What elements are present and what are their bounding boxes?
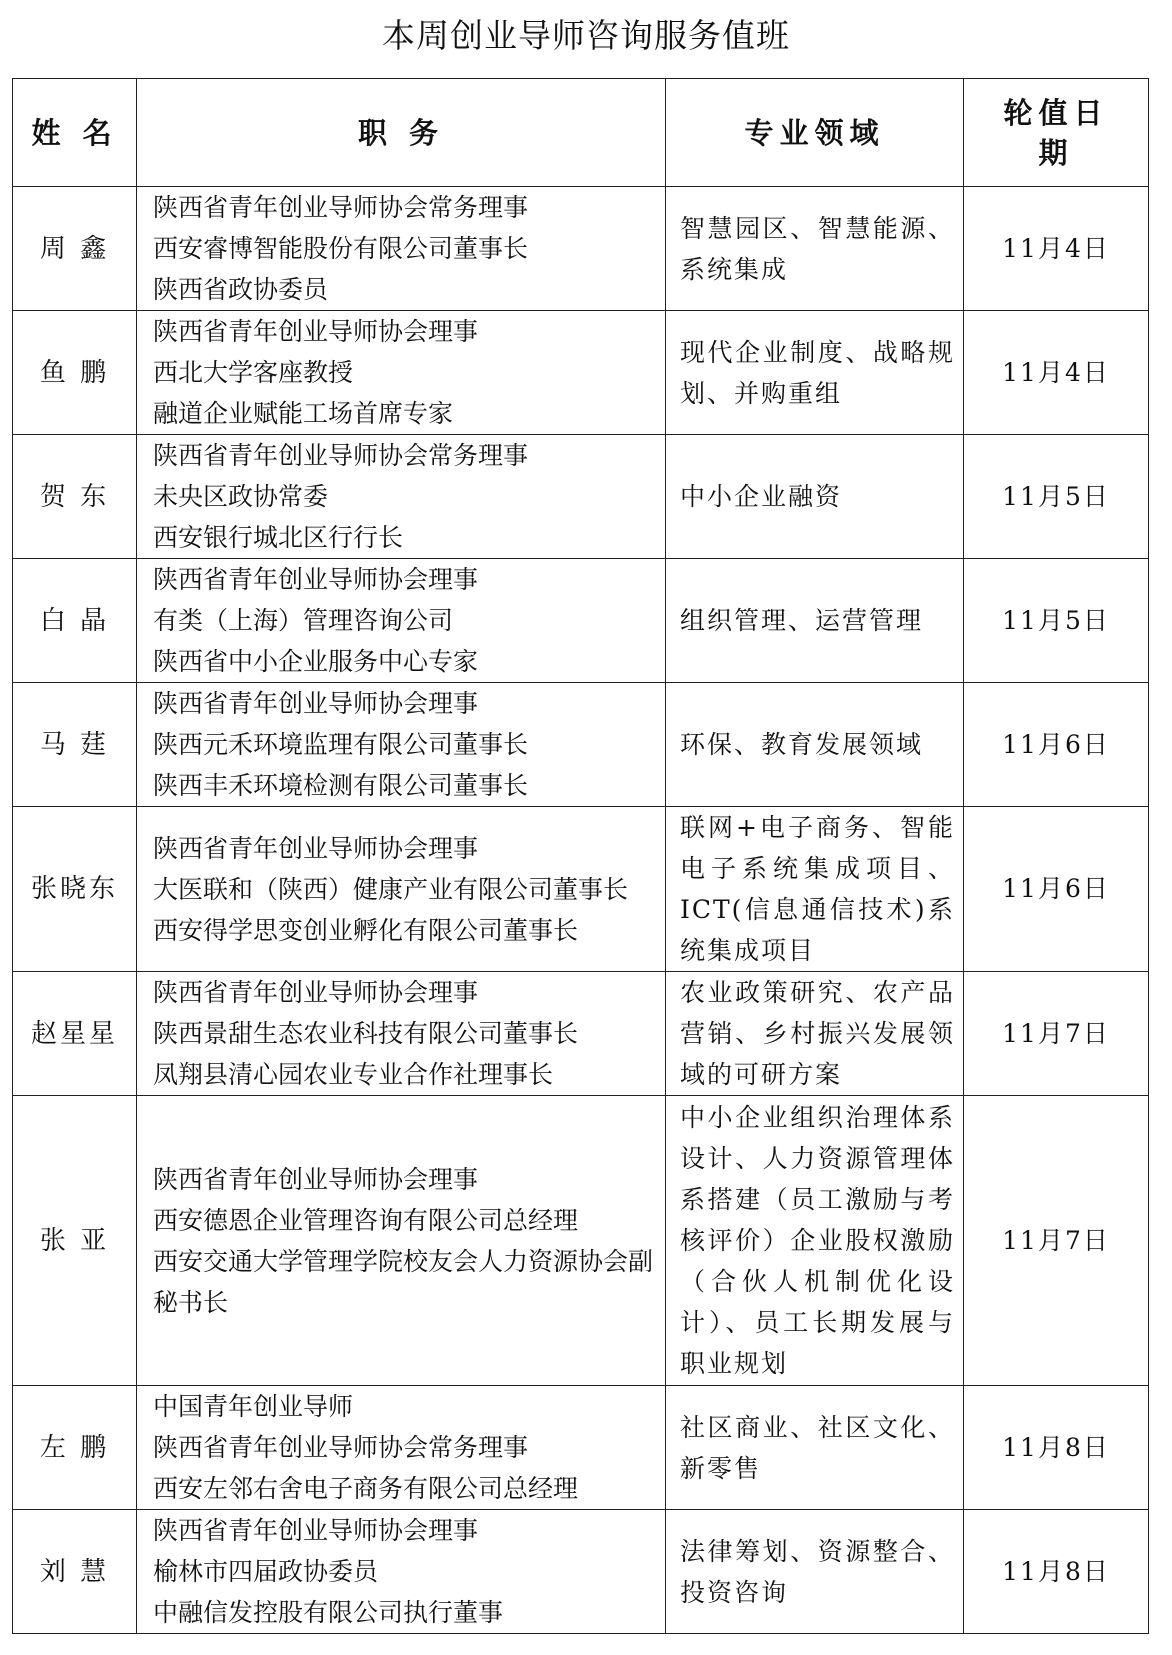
mentor-positions <box>137 972 666 1096</box>
duty-roster-table <box>12 78 1149 1634</box>
duty-date: 11月6日 <box>964 807 1149 972</box>
position-line: 西安得学思变创业孵化有限公司董事长 <box>153 915 579 945</box>
header-field: 专业领域 <box>666 79 964 187</box>
mentor-field: 智慧园区、智慧能源、系统集成 <box>666 187 964 311</box>
mentor-field: 农业政策研究、农产品营销、乡村振兴发展领域的可研方案 <box>666 972 964 1096</box>
position-line: 陕西省青年创业导师协会理事 <box>153 565 479 594</box>
mentor-positions <box>137 1510 666 1634</box>
position-line: 陕西省青年创业导师协会常务理事 <box>153 1433 529 1462</box>
position-line: 西安银行城北区行行长 <box>153 523 404 552</box>
header-name: 姓 名 <box>13 79 137 187</box>
mentor-name: 张晓东 <box>13 807 137 972</box>
mentor-field: 环保、教育发展领域 <box>666 683 964 807</box>
mentor-name: 赵星星 <box>13 972 137 1096</box>
table-row <box>13 807 1149 972</box>
table-row <box>13 972 1149 1096</box>
mentor-name: 鱼 鹏 <box>13 311 137 435</box>
position-line: 陕西省青年创业导师协会理事 <box>153 1164 479 1194</box>
table-row <box>13 435 1149 559</box>
mentor-name: 贺 东 <box>13 435 137 559</box>
table-row <box>13 559 1149 683</box>
position-line: 融道企业赋能工场首席专家 <box>153 399 454 428</box>
position-line: 陕西省青年创业导师协会常务理事 <box>153 193 529 222</box>
duty-date: 11月5日 <box>964 559 1149 683</box>
duty-date: 11月4日 <box>964 311 1149 435</box>
position-line: 陕西省青年创业导师协会理事 <box>153 1516 479 1545</box>
mentor-positions <box>137 187 666 311</box>
mentor-name: 刘 慧 <box>13 1510 137 1634</box>
duty-date: 11月8日 <box>964 1386 1149 1510</box>
duty-date: 11月6日 <box>964 683 1149 807</box>
header-row <box>13 79 1149 187</box>
mentor-field: 法律筹划、资源整合、投资咨询 <box>666 1510 964 1634</box>
position-line: 陕西景甜生态农业科技有限公司董事长 <box>153 1019 579 1048</box>
mentor-field: 中小企业组织治理体系设计、人力资源管理体系搭建（员工激励与考核评价）企业股权激励（合伙人机制优化设计）、员工长期发展与职业规划 <box>666 1096 964 1386</box>
mentor-name: 白 晶 <box>13 559 137 683</box>
mentor-positions <box>137 1096 666 1386</box>
mentor-name: 周 鑫 <box>13 187 137 311</box>
mentor-positions <box>137 435 666 559</box>
position-line: 陕西省青年创业导师协会理事 <box>153 689 479 718</box>
mentor-positions <box>137 311 666 435</box>
mentor-positions <box>137 1386 666 1510</box>
mentor-name: 左 鹏 <box>13 1386 137 1510</box>
mentor-positions <box>137 559 666 683</box>
table-row <box>13 1386 1149 1510</box>
page-title: 本周创业导师咨询服务值班 <box>382 16 790 55</box>
table-row <box>13 683 1149 807</box>
position-line: 陕西省青年创业导师协会常务理事 <box>153 441 529 470</box>
table-row <box>13 187 1149 311</box>
position-line: 陕西丰禾环境检测有限公司董事长 <box>153 771 529 800</box>
mentor-field: 组织管理、运营管理 <box>666 559 964 683</box>
position-line: 西安交通大学管理学院校友会人力资源协会副秘书长 <box>153 1246 654 1317</box>
position-line: 西安睿博智能股份有限公司董事长 <box>153 234 529 263</box>
mentor-name: 张 亚 <box>13 1096 137 1386</box>
mentor-field: 社区商业、社区文化、新零售 <box>666 1386 964 1510</box>
duty-date: 11月5日 <box>964 435 1149 559</box>
position-line: 西北大学客座教授 <box>153 358 354 387</box>
position-line: 陕西省青年创业导师协会理事 <box>153 833 479 863</box>
table-row <box>13 311 1149 435</box>
mentor-name: 马 莛 <box>13 683 137 807</box>
position-line: 西安左邻右舍电子商务有限公司总经理 <box>153 1474 579 1503</box>
position-line: 陕西省政协委员 <box>153 275 329 304</box>
table-row <box>13 1096 1149 1386</box>
header-date: 轮值日期 <box>964 79 1149 187</box>
position-line: 西安德恩企业管理咨询有限公司总经理 <box>153 1205 579 1235</box>
duty-date: 11月7日 <box>964 1096 1149 1386</box>
mentor-positions <box>137 683 666 807</box>
mentor-field: 现代企业制度、战略规划、并购重组 <box>666 311 964 435</box>
position-line: 陕西省青年创业导师协会理事 <box>153 978 479 1007</box>
position-line: 陕西元禾环境监理有限公司董事长 <box>153 730 529 759</box>
position-line: 陕西省中小企业服务中心专家 <box>153 647 479 676</box>
header-position: 职 务 <box>137 79 666 187</box>
position-line: 有类（上海）管理咨询公司 <box>153 606 454 635</box>
duty-date: 11月4日 <box>964 187 1149 311</box>
position-line: 陕西省青年创业导师协会理事 <box>153 317 479 346</box>
mentor-field: 中小企业融资 <box>666 435 964 559</box>
position-line: 大医联和（陕西）健康产业有限公司董事长 <box>153 874 629 904</box>
position-line: 凤翔县清心园农业专业合作社理事长 <box>153 1060 554 1089</box>
position-line: 未央区政协常委 <box>153 482 329 511</box>
position-line: 中国青年创业导师 <box>153 1392 354 1421</box>
table-row <box>13 1510 1149 1634</box>
position-line: 中融信发控股有限公司执行董事 <box>153 1598 504 1627</box>
duty-date: 11月7日 <box>964 972 1149 1096</box>
position-line: 榆林市四届政协委员 <box>153 1557 379 1586</box>
mentor-positions <box>137 807 666 972</box>
duty-date: 11月8日 <box>964 1510 1149 1634</box>
mentor-field: 联网+电子商务、智能电子系统集成项目、ICT(信息通信技术)系统集成项目 <box>666 807 964 972</box>
